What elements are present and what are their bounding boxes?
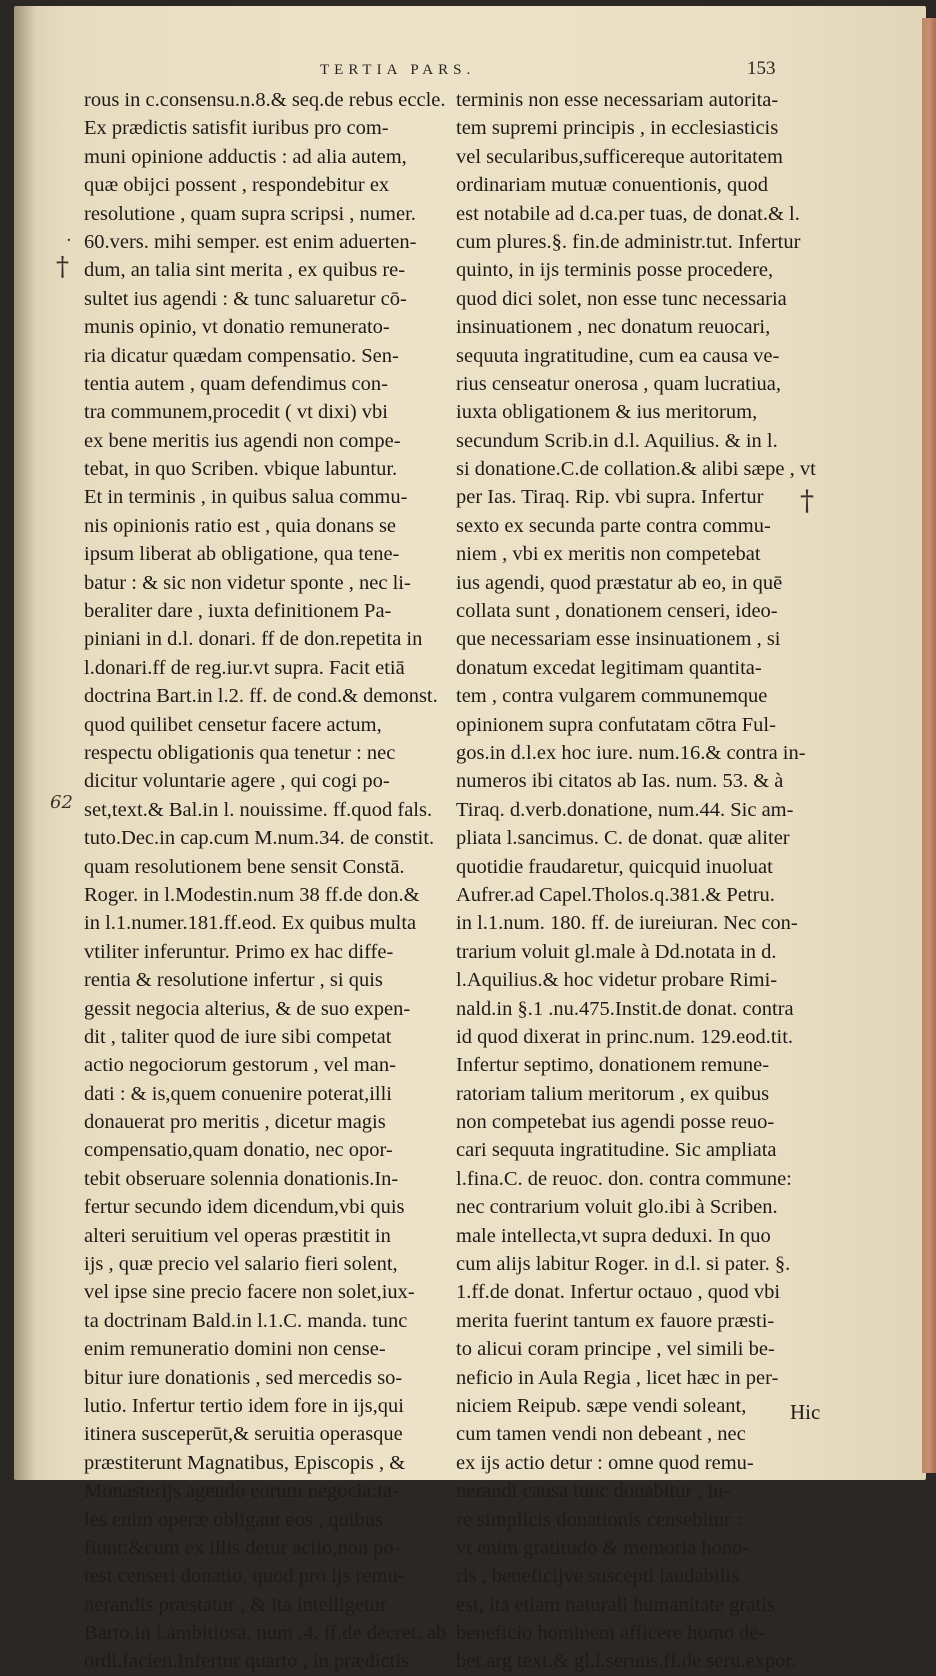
text-line: to alicui coram principe , vel simili be- xyxy=(456,1338,775,1361)
text-line: alteri seruitium vel operas præstitit in xyxy=(84,1224,391,1247)
text-line: quotidie fraudaretur, quicquid inuoluat xyxy=(456,855,773,878)
left-margin-dagger-mark: † xyxy=(56,252,69,282)
text-line: opinionem supra confutatam cōtra Ful- xyxy=(456,713,776,736)
text-line: ordinariam mutuæ conuentionis, quod xyxy=(456,174,769,197)
text-line: rous in c.consensu.n.8.& seq.de rebus eccle. xyxy=(84,89,446,111)
text-line: nald.in §.1 .nu.475.Instit.de donat. contra xyxy=(456,997,794,1020)
text-line: collata sunt , donationem censeri, ideo- xyxy=(456,600,778,623)
text-line: Et in terminis , in quibus salua commu- xyxy=(84,486,408,509)
text-line: non competebat ius agendi posse reuo- xyxy=(456,1111,775,1134)
text-line: nis opinionis ratio est , quia donans se xyxy=(84,514,397,537)
text-line: ex bene meritis ius agendi non compe- xyxy=(84,429,401,452)
catchword: Hic xyxy=(790,1400,821,1424)
text-line: tebit obseruare solennia donationis.In- xyxy=(84,1167,399,1190)
text-line: lutio. Infertur tertio idem fore in ijs,qui xyxy=(84,1394,404,1417)
binding-gutter xyxy=(14,6,36,1480)
text-line: vtiliter inferuntur. Primo ex hac diffe- xyxy=(84,940,394,963)
text-line: iuxta obligationem & ius meritorum, xyxy=(456,401,758,424)
text-line: Ex prædictis satisfit iuribus pro com- xyxy=(84,117,389,140)
text-line: quæ obijci possent , respondebitur ex xyxy=(84,174,390,197)
text-line: ius agendi, quod præstatur ab eo, in quē xyxy=(456,571,783,594)
text-line: que necessariam esse insinuationem , si xyxy=(456,628,781,651)
text-line: sequuta ingratitudine, cum ea causa ve- xyxy=(456,344,780,367)
text-line: quinto, in ijs terminis posse procedere, xyxy=(456,259,774,282)
text-line: cum alijs labitur Roger. in d.l. si pater. §. xyxy=(456,1253,791,1276)
text-line: ipsum liberat ab obligatione, qua tene- xyxy=(84,543,400,566)
text-line: tra communem,procedit ( vt dixi) vbi xyxy=(84,401,389,424)
red-fore-edge xyxy=(922,18,936,1473)
text-line: actio negociorum gestorum , vel man- xyxy=(84,1054,396,1077)
text-line: resolutione , quam supra scripsi , numer. xyxy=(84,202,416,225)
text-line: si donatione.C.de collation.& alibi sæpe , vt xyxy=(456,458,816,481)
text-line: ratoriam talium meritorum , ex quibus xyxy=(456,1082,770,1105)
text-line: sultet ius agendi : & tunc saluaretur cō- xyxy=(84,287,407,310)
text-line: trarium voluit gl.male à Dd.notata in d. xyxy=(456,940,777,963)
text-line: fiunt:&cum ex illis detur actio,non po- xyxy=(84,1536,401,1559)
text-line: merita fuerint tantum ex fauore præsti- xyxy=(456,1309,775,1332)
text-line: piniani in d.l. donari. ff de don.repetita in xyxy=(84,628,423,651)
text-line: quam resolutionem bene sensit Constā. xyxy=(84,855,405,878)
text-line: muni opinione adductis : ad alia autem, xyxy=(84,145,407,168)
text-line: niem , vbi ex meritis non competebat xyxy=(456,543,761,566)
text-line: Monasterijs agendo eorum negocia:ta- xyxy=(84,1480,399,1503)
text-line: l.fina.C. de reuoc. don. contra commune: xyxy=(456,1167,792,1190)
text-line: tentia autem , quam defendimus con- xyxy=(84,372,388,395)
text-line: respectu obligationis qua tenetur : nec xyxy=(84,741,396,764)
page-number: 153 xyxy=(747,58,776,79)
text-line: l.Aquilius.& hoc videtur probare Rimi- xyxy=(456,969,778,992)
text-line: 1.ff.de donat. Infertur octauo , quod vbi xyxy=(456,1281,781,1304)
text-line: vel secularibus,sufficereque autoritatem xyxy=(456,145,783,168)
text-line: Roger. in l.Modestin.num 38 ff.de don.& xyxy=(84,883,420,906)
text-line: præstiterunt Magnatibus, Episcopis , & xyxy=(84,1451,406,1474)
text-line: bitur iure donationis , sed mercedis so- xyxy=(84,1366,403,1389)
text-line: ta doctrinam Bald.in l.1.C. manda. tunc xyxy=(84,1309,408,1332)
text-line: bet.arg text.& gl.l.seruus.ff.de seru.expor. xyxy=(456,1650,797,1673)
text-line: test censeri donatio, quod pro ijs remu- xyxy=(84,1565,405,1588)
text-line: dum, an talia sint merita , ex quibus re- xyxy=(84,259,406,282)
text-line: quod quilibet censetur facere actum, xyxy=(84,713,382,736)
text-line: tem supremi principis , in ecclesiasticis xyxy=(456,117,779,140)
text-line: Barto.in l.ambitiosa. num .4. ff.de decret. ab xyxy=(84,1622,447,1645)
text-line: dit , taliter quod de iure sibi competat xyxy=(84,1025,392,1048)
text-line: 60.vers. mihi semper. est enim aduerten- xyxy=(84,230,417,253)
text-line: gessit negocia alterius, & de suo expen- xyxy=(84,997,411,1020)
text-line: rius censeatur onerosa , quam lucratiua, xyxy=(456,372,782,395)
text-line: terminis non esse necessariam autorita- xyxy=(456,89,779,111)
text-line: neficio in Aula Regia , licet hæc in per- xyxy=(456,1366,779,1389)
text-line: ris , beneficijve suscepti laudabilis xyxy=(456,1565,739,1588)
text-line: nec contrarium voluit glo.ibi à Scriben. xyxy=(456,1196,778,1219)
text-line: doctrina Bart.in l.2. ff. de cond.& demonst. xyxy=(84,685,438,708)
margin-dot-mark: · xyxy=(66,230,72,251)
text-line: re simplicis donationis censebitur : xyxy=(456,1508,742,1531)
text-line: les enim operæ obligant eos , quibus xyxy=(84,1508,383,1531)
text-line: nerandi causa tunc donabitur , iu- xyxy=(456,1480,731,1503)
text-line: set,text.& Bal.in l. nouissime. ff.quod fals. xyxy=(84,798,433,821)
left-margin-number-mark: 62 xyxy=(50,792,73,813)
text-line: per Ias. Tiraq. Rip. vbi supra. Infertur xyxy=(456,486,764,509)
text-line: beneficio hominem afficere homo de- xyxy=(456,1622,766,1645)
text-line: id quod dixerat in princ.num. 129.eod.tit. xyxy=(456,1025,794,1048)
text-line: donauerat pro meritis , dicetur magis xyxy=(84,1111,386,1134)
text-line: enim remuneratio domini non cense- xyxy=(84,1338,386,1361)
text-line: secundum Scrib.in d.l. Aquilius. & in l. xyxy=(456,429,778,452)
text-line: donatum excedat legitimam quantita- xyxy=(456,656,762,679)
left-text-column xyxy=(84,86,456,1676)
text-line: Infertur septimo, donationem remune- xyxy=(456,1054,770,1077)
text-line: ria dicatur quædam compensatio. Sen- xyxy=(84,344,399,367)
text-line: munis opinio, vt donatio remunerato- xyxy=(84,316,390,339)
text-line: cum plures.§. fin.de administr.tut. Infertur xyxy=(456,230,801,253)
text-line: compensatio,quam donatio, nec opor- xyxy=(84,1139,393,1162)
text-line: pliata l.sancimus. C. de donat. quæ aliter xyxy=(456,827,790,850)
text-line: fertur secundo idem dicendum,vbi quis xyxy=(84,1196,405,1219)
text-line: ex ijs actio detur : omne quod remu- xyxy=(456,1451,754,1474)
text-line: numeros ibi citatos ab Ias. num. 53. & à xyxy=(456,770,784,793)
text-line: vt enim gratitudo & memoria hono- xyxy=(456,1536,750,1559)
text-line: in l.1.num. 180. ff. de iureiuran. Nec con- xyxy=(456,912,798,935)
text-line: insinuationem , nec donatum reuocari, xyxy=(456,316,771,339)
text-line: quod dici solet, non esse tunc necessaria xyxy=(456,287,787,310)
text-line: Tiraq. d.verb.donatione, num.44. Sic am- xyxy=(456,798,794,821)
text-line: nerandis præstatur , & ita intelligetur xyxy=(84,1593,387,1616)
text-line: tebat, in quo Scriben. vbique labuntur. xyxy=(84,458,398,481)
text-line: ordi.facien.Infertur quarto , in prædictis xyxy=(84,1650,410,1673)
text-line: est, ita etiam naturali humanitate gratis xyxy=(456,1593,775,1616)
text-line: ijs , quæ precio vel salario fieri solent, xyxy=(84,1253,398,1276)
text-line: in l.1.numer.181.ff.eod. Ex quibus multa xyxy=(84,912,417,935)
text-line: tem , contra vulgarem communemque xyxy=(456,685,768,708)
text-line: itinera susceperūt,& seruitia operasque xyxy=(84,1423,403,1446)
text-line: rentia & resolutione infertur , si quis xyxy=(84,969,383,992)
text-line: vel ipse sine precio facere non solet,iux- xyxy=(84,1281,415,1304)
running-head: TERTIA PARS. xyxy=(320,62,476,78)
text-line: dicitur voluntarie agere , qui cogi po- xyxy=(84,770,390,793)
text-line: est notabile ad d.ca.per tuas, de donat.& l. xyxy=(456,202,800,225)
text-line: male intellecta,vt supra deduxi. In quo xyxy=(456,1224,771,1247)
right-margin-dagger-mark: † xyxy=(800,484,814,517)
text-line: l.donari.ff de reg.iur.vt supra. Facit etiā xyxy=(84,656,405,679)
text-line: cum tamen vendi non debeant , nec xyxy=(456,1423,746,1446)
text-line: batur : & sic non videtur sponte , nec li- xyxy=(84,571,411,594)
text-line: Aufrer.ad Capel.Tholos.q.381.& Petru. xyxy=(456,883,775,906)
text-line: gos.in d.l.ex hoc iure. num.16.& contra in- xyxy=(456,741,806,764)
text-line: beraliter dare , iuxta definitionem Pa- xyxy=(84,600,392,623)
text-line: niciem Reipub. sæpe vendi soleant, xyxy=(456,1394,747,1417)
right-text-column xyxy=(456,86,828,1676)
text-line: dati : & is,quem conuenire poterat,illi xyxy=(84,1082,392,1105)
text-line: tuto.Dec.in cap.cum M.num.34. de constit. xyxy=(84,827,435,850)
text-line: cari sequuta ingratitudine. Sic ampliata xyxy=(456,1139,777,1162)
text-line: sexto ex secunda parte contra commu- xyxy=(456,514,771,537)
